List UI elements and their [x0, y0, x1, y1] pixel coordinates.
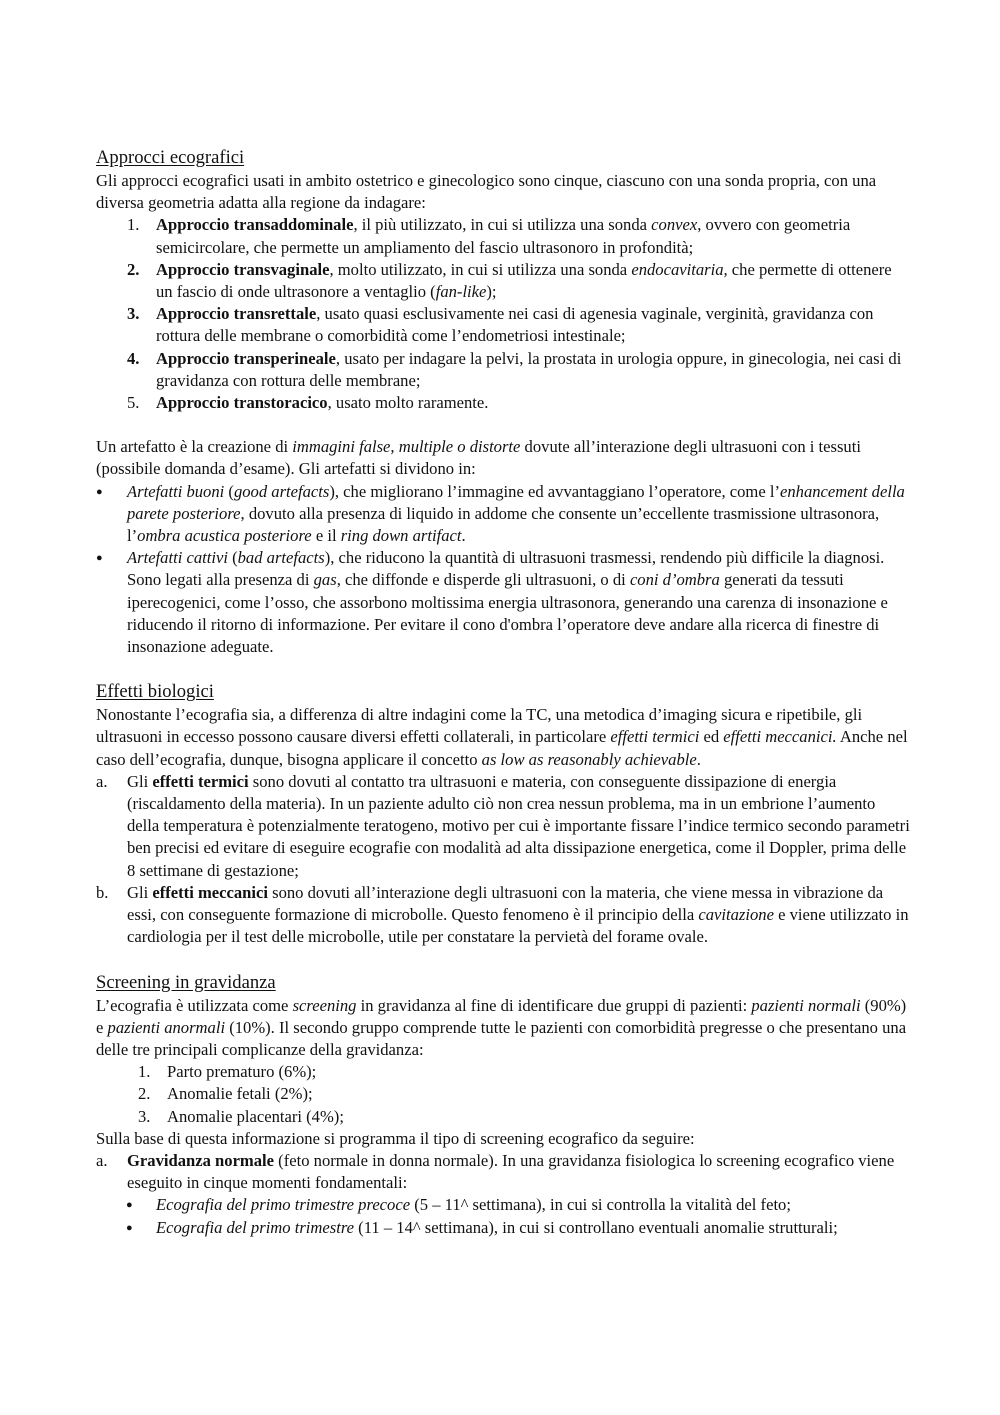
list-letter: a.	[96, 1150, 108, 1170]
section-heading: Screening in gravidanza	[96, 971, 276, 993]
bullet-list	[96, 481, 911, 659]
text: (	[224, 481, 234, 501]
list-item	[96, 348, 911, 392]
list-item	[96, 1061, 911, 1083]
text: Parto prematuro (6%);	[167, 1062, 317, 1082]
text: , usato per indagare la pelvi, la prostata in urologia oppure, in ginecologia, nei casi di gravidanza con rottura delle membrane;	[156, 348, 902, 390]
list-number: 2.	[138, 1084, 151, 1104]
text: , ovvero con geometria semicircolare, che permette un ampliamento del fascio ultrasonoro in profondità;	[156, 215, 851, 257]
section-artefatti	[96, 436, 911, 658]
italic-term: pazienti normali	[751, 995, 861, 1015]
italic-term: fan-like	[435, 282, 487, 302]
italic-term: enhancement della parete posteriore	[127, 481, 905, 523]
section-effetti-biologici	[96, 680, 911, 948]
list-item	[96, 1217, 911, 1239]
text: Un artefatto è la creazione di	[96, 437, 293, 457]
bold-term: Approccio transperineale	[156, 348, 336, 368]
list-item	[96, 214, 911, 258]
italic-term: ring down artifact	[340, 526, 462, 546]
list-number: 1.	[127, 215, 140, 235]
paragraph: Gli approcci ecografici usati in ambito ostetrico e ginecologico sono cinque, ciascuno con una sonda propria, con una diversa geometria adatta alla regione da indagare:	[96, 171, 877, 213]
lettered-list	[96, 1150, 911, 1194]
bold-term: Gravidanza normale	[127, 1150, 275, 1170]
bullet-icon: ●	[126, 1199, 133, 1212]
list-number: 3.	[138, 1106, 151, 1126]
text: Nonostante l’ecografia sia, a differenza di altre indagini come la TC, una metodica d’imaging sicura e ripetibile, gli ultrasuoni in eccesso possono causare diversi effetti collaterali, in particolare	[96, 705, 863, 747]
section-screening	[96, 971, 911, 1239]
paragraph	[96, 995, 911, 1062]
text: L’ecografia è utilizzata come	[96, 995, 293, 1015]
text: Anomalie placentari (4%);	[167, 1106, 344, 1126]
text: dovute all’interazione degli ultrasuoni con i tessuti (possibile domanda d’esame). Gli artefatti si dividono in:	[96, 437, 861, 479]
bold-term: Approccio transvaginale	[156, 259, 330, 279]
italic-term: as low as reasonably achievable	[481, 749, 697, 769]
list-item	[96, 1083, 911, 1105]
text: che permette di ottenere un fascio di onde ultrasonore a ventaglio (	[156, 259, 892, 302]
text: , usato quasi esclusivamente nei casi di agenesia vaginale, verginità, gravidanza con rottura delle membrane o comorbidità come l’endometriosi intestinale;	[156, 304, 874, 346]
paragraph	[96, 436, 911, 480]
italic-term: endocavitaria,	[631, 259, 728, 279]
italic-term: Artefatti buoni	[127, 481, 225, 501]
text: e il	[311, 526, 341, 546]
lettered-list	[96, 771, 911, 949]
list-letter: b.	[96, 882, 109, 902]
paragraph: Sulla base di questa informazione si programma il tipo di screening ecografico da seguire:	[96, 1128, 695, 1148]
list-item	[96, 1150, 911, 1194]
section-approcci	[96, 146, 911, 414]
text: (5 – 11^ settimana), in cui si controlla la vitalità del feto;	[410, 1195, 791, 1215]
text: Gli	[127, 882, 153, 902]
text: , usato molto raramente.	[327, 393, 489, 413]
bullet-icon: ●	[126, 1221, 133, 1234]
italic-term: convex	[651, 215, 698, 235]
text: Anche nel caso dell’ecografia, dunque, bisogna applicare il concetto	[96, 727, 908, 769]
bold-term: effetti meccanici	[152, 882, 268, 902]
italic-term: effetti meccanici.	[723, 727, 837, 747]
text: in gravidanza al fine di identificare due gruppi di pazienti:	[356, 995, 752, 1015]
text: generati da tessuti iperecogenici, come l’osso, che assorbono moltissima energia ultrasonora, generando una carenza di insonazione e riducendo il ritorno di informazione. Per evitare il cono d'ombra l’operatore deve andare alla ricerca di finestre di insonazione adeguate.	[127, 570, 888, 657]
text: , il più utilizzato, in cui si utilizza una sonda	[353, 215, 652, 235]
italic-term: good artefacts	[233, 481, 330, 501]
section-heading: Effetti biologici	[96, 681, 214, 703]
list-number: 4.	[127, 348, 140, 368]
text: (10%). Il secondo gruppo comprende tutte le pazienti con comorbidità pregresse o che presentano una delle tre principali complicanze della gravidanza:	[96, 1017, 907, 1059]
italic-term: effetti termici	[610, 727, 700, 747]
italic-term: Ecografia del primo trimestre precoce	[156, 1195, 411, 1215]
list-letter: a.	[96, 771, 108, 791]
text: );	[486, 282, 497, 302]
list-number: 5.	[127, 393, 140, 413]
numbered-list	[96, 1061, 911, 1128]
list-number: 1.	[138, 1062, 151, 1082]
list-number: 2.	[127, 259, 140, 279]
italic-term: screening	[292, 995, 357, 1015]
italic-term: gas	[313, 570, 337, 590]
italic-term: immagini false, multiple o distorte	[292, 437, 521, 457]
list-item	[96, 1194, 911, 1216]
text: ), che migliorano l’immagine ed avvantaggiano l’operatore, come l’	[329, 481, 780, 501]
text: ed	[699, 727, 724, 747]
list-item	[96, 771, 911, 882]
text: , dovuto alla presenza di liquido in addome che consente un’eccellente trasmissione ultrasonora, l’	[127, 503, 880, 546]
list-item	[96, 392, 911, 414]
list-item	[96, 882, 911, 949]
list-item	[96, 547, 911, 658]
text: (	[227, 548, 238, 568]
italic-term: pazienti anormali	[107, 1017, 226, 1037]
text: (11 – 14^ settimana), in cui si controllano eventuali anomalie strutturali;	[354, 1217, 838, 1237]
list-item	[96, 481, 911, 548]
bold-term: Approccio transaddominale	[156, 215, 354, 235]
italic-term: bad artefacts	[237, 548, 325, 568]
italic-term: cavitazione	[698, 905, 774, 925]
text: sono dovuti al contatto tra ultrasuoni e materia, con conseguente dissipazione di energia (riscaldamento della materia). In un paziente adulto ciò non crea nessun problema, ma in un embrione l’aumento della temperatura è potenzialmente teratogeno, motivo per cui è importante fissare l’indice termico secondo parametri ben precisi ed evitare di eseguire ecografie con modalità ad alta dissipazione energetica, come il Doppler, prima delle 8 settimane di gestazione;	[127, 771, 910, 880]
sub-bullet-list	[96, 1194, 911, 1238]
text: .	[696, 749, 701, 769]
bold-term: Approccio transtoracico	[156, 393, 328, 413]
text: (90%) e	[96, 995, 907, 1037]
paragraph	[96, 704, 911, 771]
text: , che diffonde e disperde gli ultrasuoni, o di	[336, 570, 630, 590]
text: , molto utilizzato, in cui si utilizza una sonda	[329, 259, 632, 279]
text: Anomalie fetali (2%);	[167, 1084, 313, 1104]
bold-term: effetti termici	[152, 771, 249, 791]
italic-term: Ecografia del primo trimestre	[156, 1217, 355, 1237]
list-item	[96, 1106, 911, 1128]
numbered-list	[96, 214, 911, 414]
bold-term: Approccio transrettale	[156, 304, 317, 324]
text: (feto normale in donna normale). In una gravidanza fisiologica lo screening ecografico viene eseguito in cinque momenti fondamentali:	[127, 1150, 895, 1193]
list-item	[96, 303, 911, 347]
text: Gli	[127, 771, 153, 791]
italic-term: Artefatti cattivi	[127, 548, 228, 568]
bullet-icon: ●	[96, 552, 103, 565]
text: sono dovuti all’interazione degli ultrasuoni con la materia, che viene messa in vibrazione da essi, con conseguente formazione di microbolle. Questo fenomeno è il principio della	[127, 882, 884, 925]
bullet-icon: ●	[96, 485, 103, 498]
text: .	[461, 526, 466, 546]
italic-term: ombra acustica posteriore	[137, 526, 312, 546]
list-number: 3.	[127, 304, 140, 324]
text: e viene utilizzato in cardiologia per il test delle microbolle, utile per constatare la pervietà del forame ovale.	[127, 905, 909, 947]
section-heading: Approcci ecografici	[96, 147, 245, 168]
italic-term: coni d’ombra	[629, 570, 720, 590]
text: ), che riducono la quantità di ultrasuoni trasmessi, rendendo più difficile la diagnosi. Sono legati alla presenza di	[127, 548, 885, 590]
list-item	[96, 259, 911, 303]
document-page	[96, 146, 911, 1239]
